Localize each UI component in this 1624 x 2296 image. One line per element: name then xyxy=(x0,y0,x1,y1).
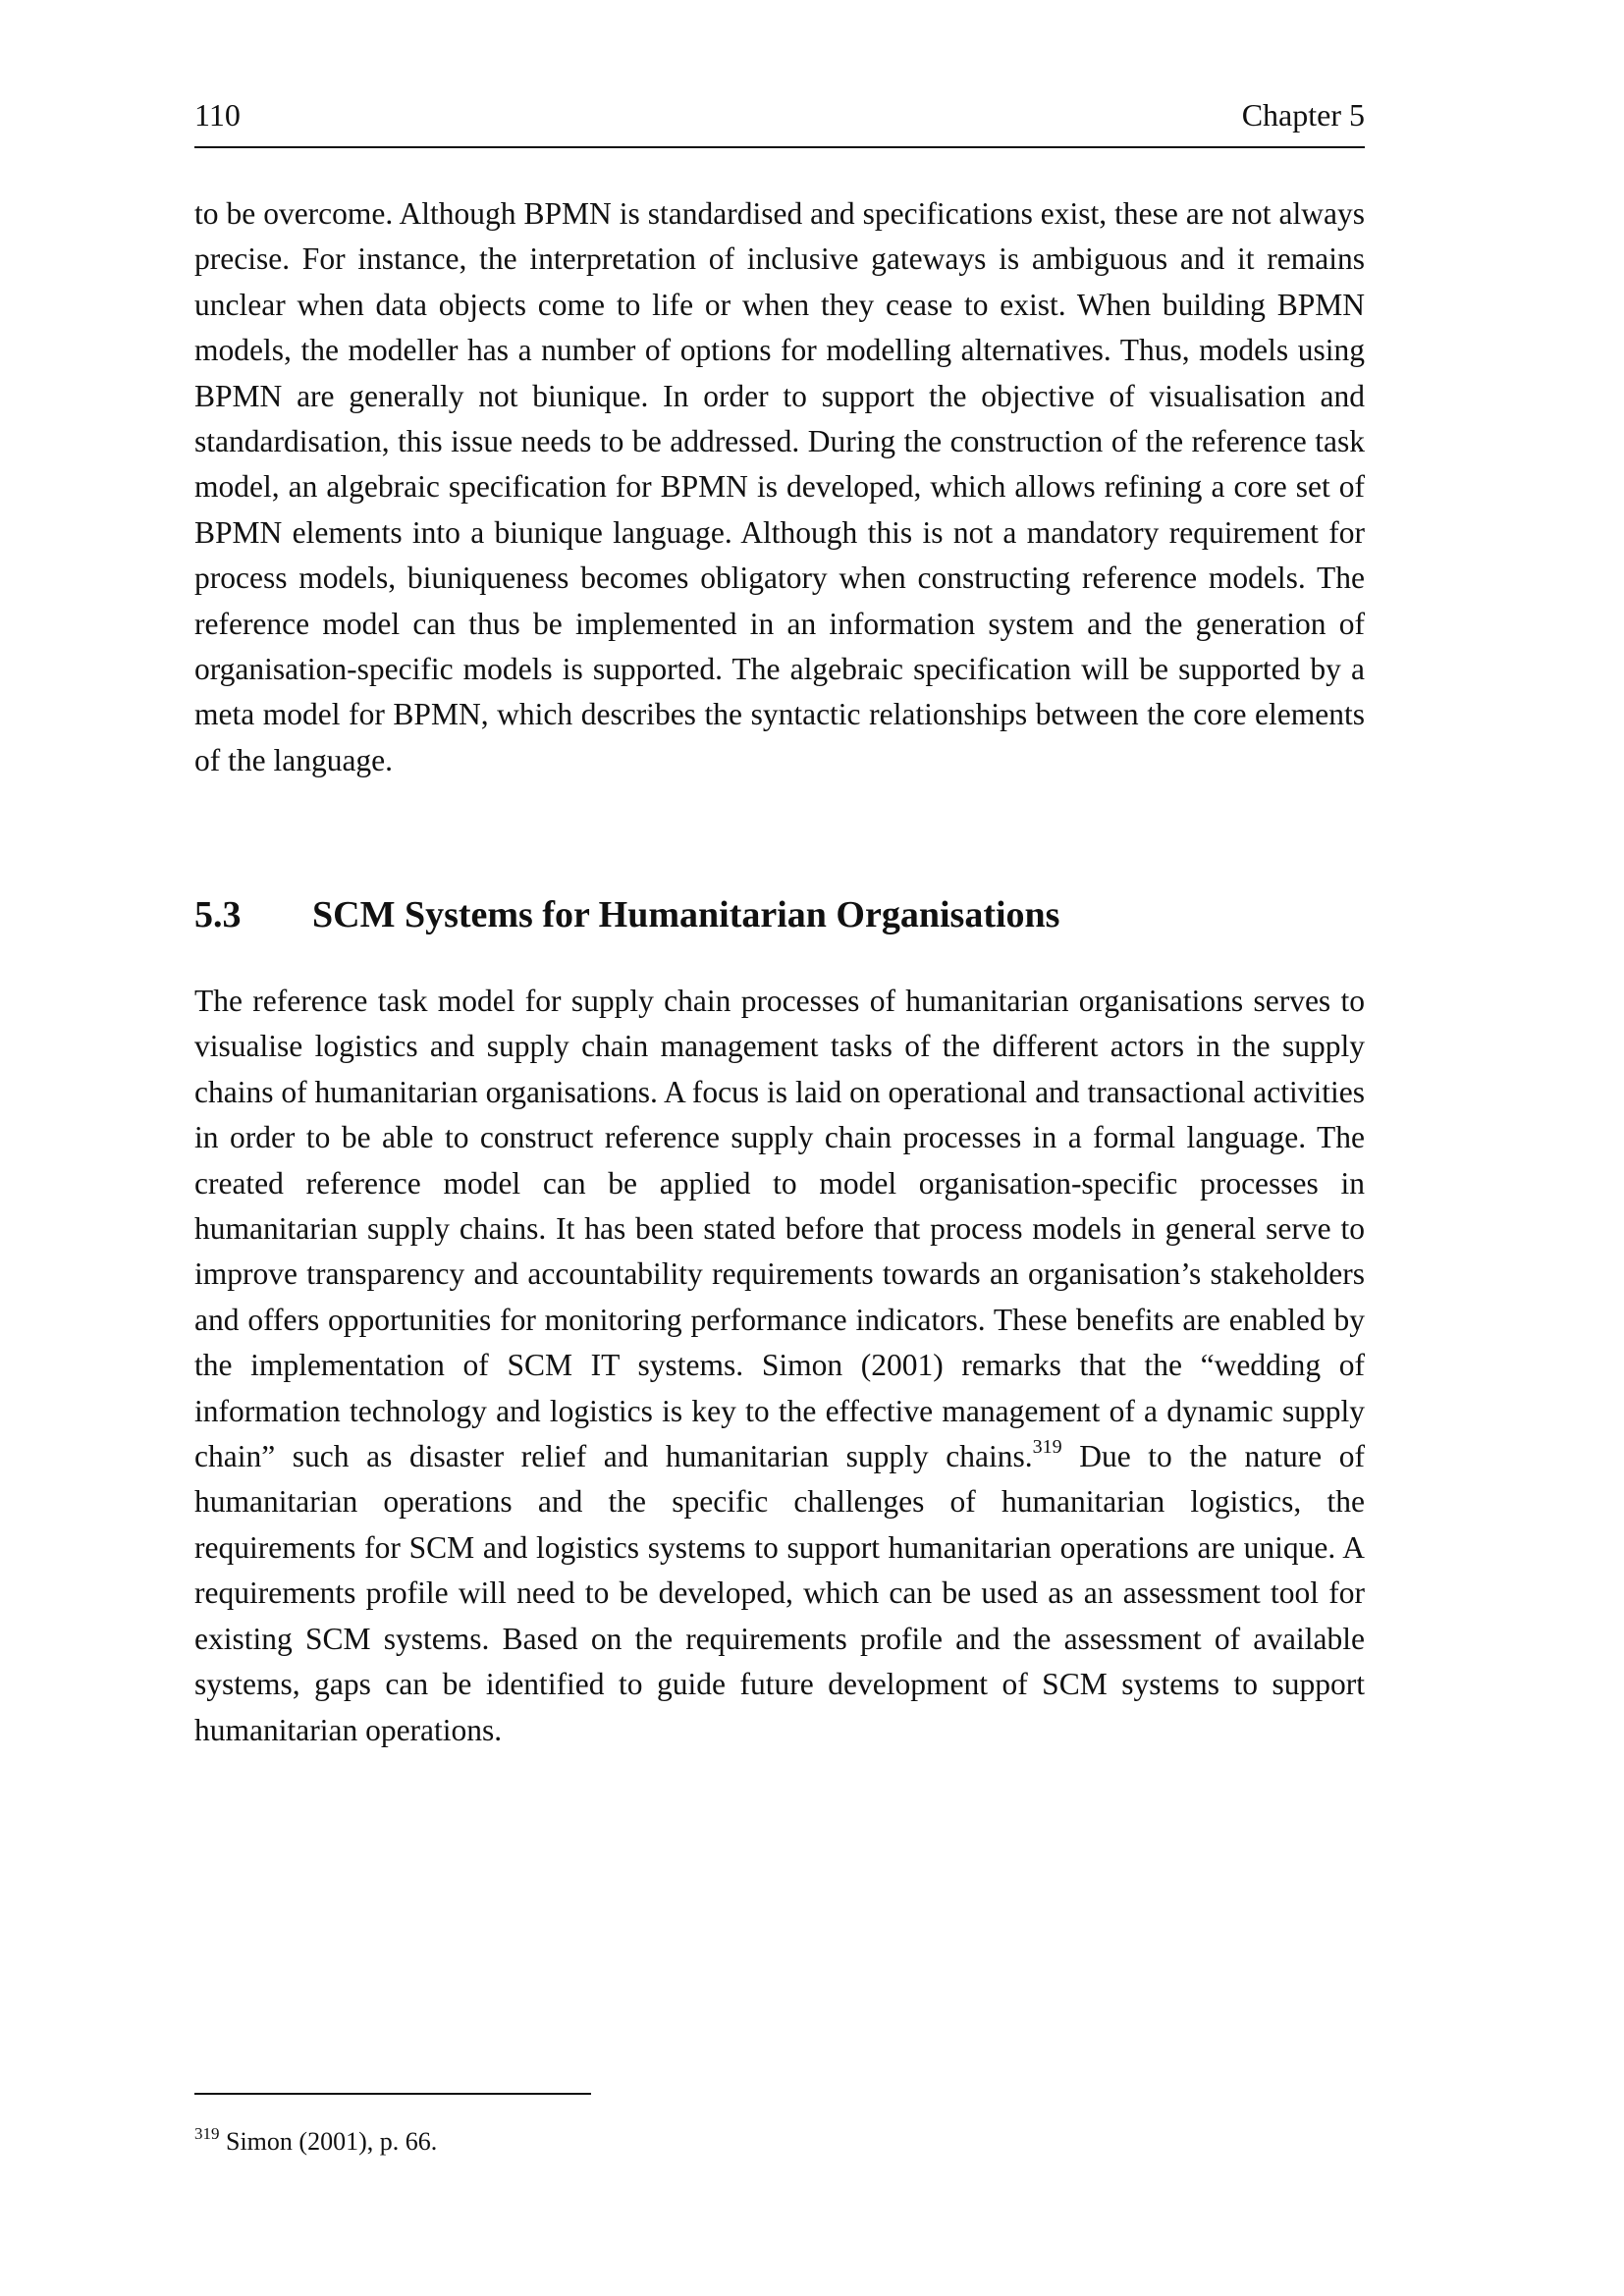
section-number: 5.3 xyxy=(194,894,242,935)
footnote-text: Simon (2001), p. 66. xyxy=(219,2127,438,2156)
body-paragraph xyxy=(194,979,1365,1753)
section-title: SCM Systems for Humanitarian Organisations xyxy=(312,894,1060,935)
paragraph-text: The reference task model for supply chain processes of humanitarian organisations serves to visualise logistics and supply chain management tasks of the different actors in the supply chains of humanitarian organisations. A focus is laid on operational and transactional activities in order to be able to construct reference supply chain processes in a formal language. The created reference model can be applied to model organisation-specific processes in humanitarian supply chains. It has been stated before that process models in general serve to improve transparency and accountability requirements towards an organisation’s stakeholders and offers opportunities for monitoring performance indicators. These benefits are enabled by the implementation of SCM IT systems. Simon (2001) remarks that the “wedding of information technology and logistics is key to the effective management of a dynamic supply chain” such as disaster relief and humanitarian supply chains. xyxy=(194,984,1365,1474)
section-heading xyxy=(194,892,1059,937)
footnote xyxy=(194,2126,437,2158)
footnote-reference[interactable]: 319 xyxy=(1032,1436,1062,1459)
paragraph-text: Due to the nature of humanitarian operations and the specific challenges of humanitarian logistics, the requirements for SCM and logistics systems to support humanitarian operations are unique. A requirements profile will need to be developed, which can be used as an assessment tool for existing SCM systems. Based on the requirements profile and the assessment of available systems, gaps can be identified to guide future development of SCM systems to support humanitarian operations. xyxy=(194,1439,1365,1747)
body-paragraph: to be overcome. Although BPMN is standardised and specifications exist, these are not always precise. For instance, the interpretation of inclusive gateways is ambiguous and it remains unclear when data objects come to life or when they cease to exist. When building BPMN models, the modeller has a number of options for modelling alternatives. Thus, models using BPMN are generally not biunique. In order to support the objective of visualisation and standardisation, this issue needs to be addressed. During the construction of the reference task model, an algebraic specification for BPMN is developed, which allows refining a core set of BPMN elements into a biunique language. Although this is not a mandatory requirement for process models, biuniqueness becomes obligatory when constructing reference models. The reference model can thus be implemented in an information system and the generation of organisation-specific models is supported. The algebraic specification will be supported by a meta model for BPMN, which describes the syntactic relationships between the core elements of the language. xyxy=(194,196,1365,777)
page-number: 110 xyxy=(194,97,241,133)
chapter-label: Chapter 5 xyxy=(1241,97,1365,133)
footnote-number: 319 xyxy=(194,2124,220,2143)
running-header xyxy=(194,95,1365,148)
footnote-divider xyxy=(194,2093,591,2095)
